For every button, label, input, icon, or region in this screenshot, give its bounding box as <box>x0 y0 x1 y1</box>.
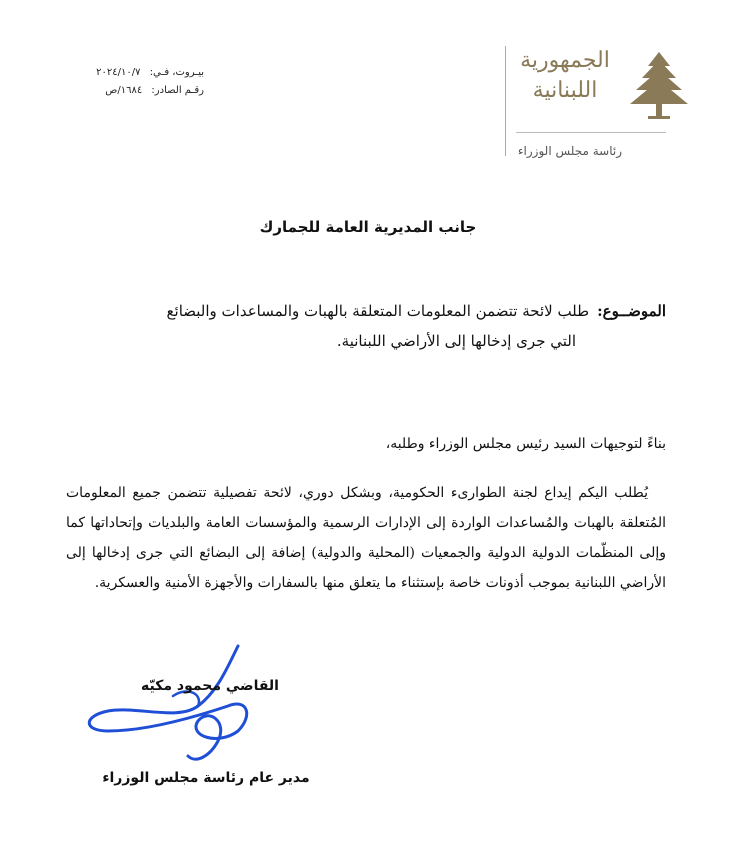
ref-row <box>44 82 204 100</box>
date-label: بيـروت، فـي: <box>149 67 204 78</box>
cedar-emblem-icon <box>626 50 692 122</box>
date-value: ٢٠٢٤/١٠/٧ <box>96 67 141 78</box>
header-divider <box>505 46 506 156</box>
date-row <box>44 64 204 82</box>
subject-line1: طلب لائحة تتضمن المعلومات المتعلقة بالهبات والمساعدات والبضائع <box>166 302 590 320</box>
emblem-line1: الجمهورية <box>520 48 610 73</box>
subject-label: الموضــوع: <box>597 302 666 320</box>
recipient: جانب المديرية العامة للجمارك <box>259 218 477 236</box>
emblem-divider <box>516 132 666 133</box>
subject <box>66 296 666 356</box>
signatory-name: القاضي محمود مكيّه <box>141 678 279 694</box>
greeting: بناءً لتوجيهات السيد رئيس مجلس الوزراء وطلبه، <box>385 436 666 452</box>
letterhead <box>502 40 692 160</box>
ref-value: ١٦٨٤/ص <box>105 85 143 96</box>
body-paragraph: يُطلب اليكم إيداع لجنة الطوارىء الحكومية، وبشكل دوري، لائحة تفصيلية تتضمن جميع المعلومات المُتعلقة بالهبات والمُساعدات الواردة إلى الإدارات الرسمية والمؤسسات العامة والبلديات وإتحاداتها كما وإلى المنظّمات الدولية الدولية والجمعيات (المحلية والدولية) إضافة إلى البضائع التي جرى إدخالها إلى الأراضي اللبنانية بموجب أذونات خاصة بإستثناء ما يتعلق منها بالسفارات والأجهزة الأمنية والعسكرية. <box>66 485 666 591</box>
handwritten-signature <box>78 636 288 776</box>
emblem-wordmark <box>510 46 620 106</box>
emblem-line2: اللبنانية <box>532 78 598 103</box>
letter-meta <box>44 64 204 100</box>
signatory-position: مدير عام رئاسة مجلس الوزراء <box>102 770 310 786</box>
office-name: رئاسة مجلس الوزراء <box>517 144 622 158</box>
ref-label: رقـم الصادر: <box>151 85 204 96</box>
subject-line2: التي جرى إدخالها إلى الأراضي اللبنانية. <box>336 332 576 350</box>
